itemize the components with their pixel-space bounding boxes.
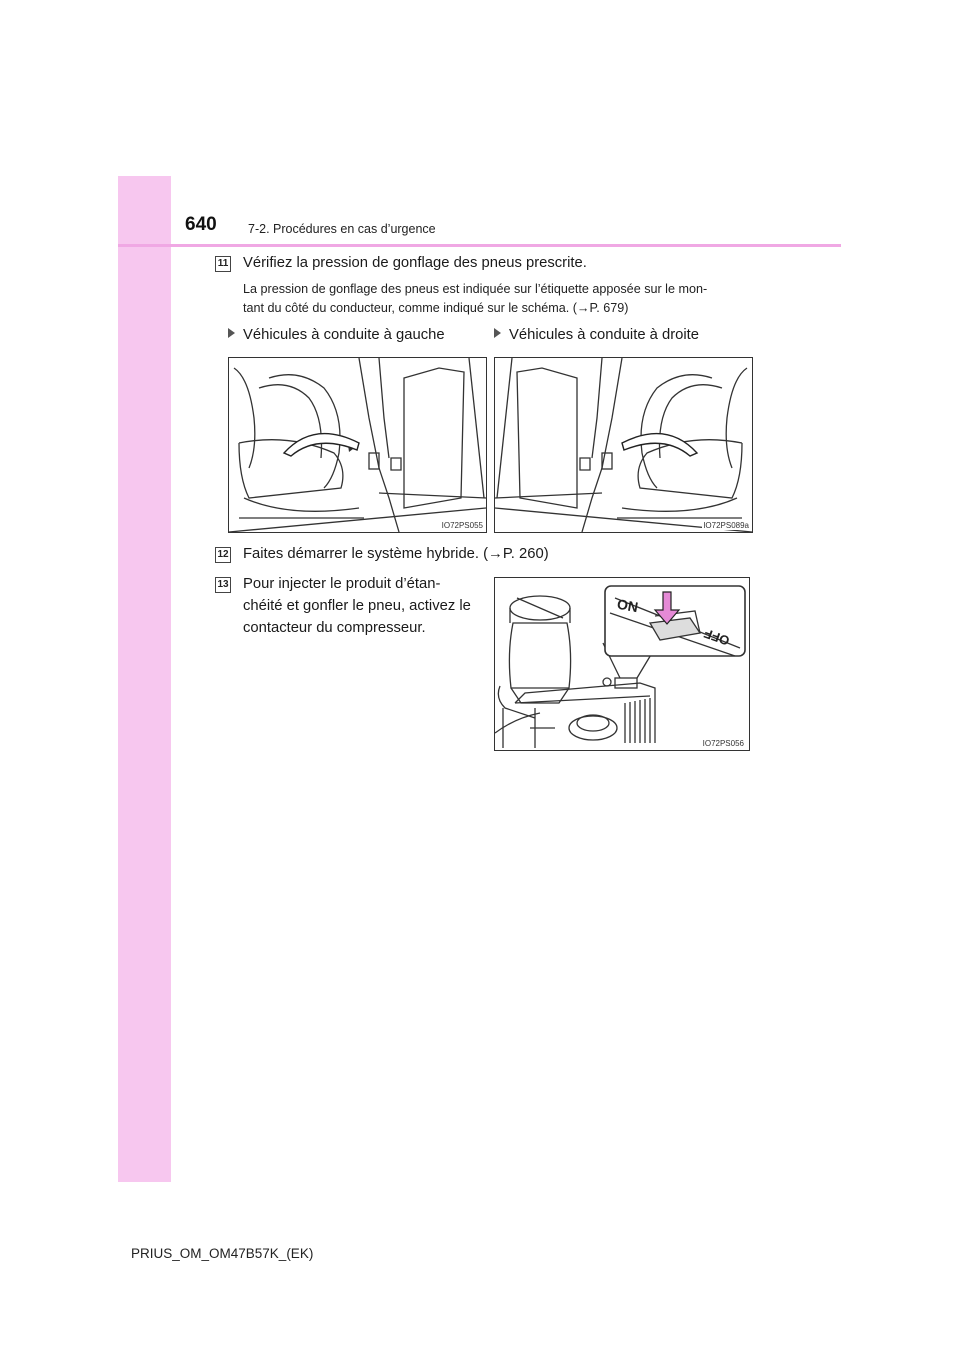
step-number-badge: 13 bbox=[215, 577, 231, 593]
step-title: Faites démarrer le système hybride. (→P. 260) bbox=[243, 546, 549, 562]
step-number-badge: 11 bbox=[215, 256, 231, 272]
step-number-badge: 12 bbox=[215, 547, 231, 563]
page-number: 640 bbox=[185, 214, 217, 235]
figure-label-left-hand-drive: Véhicules à conduite à gauche bbox=[228, 327, 445, 343]
step-text-line: Pour injecter le produit d’étan- bbox=[243, 576, 441, 592]
door-pillar-illustration-right bbox=[494, 357, 753, 533]
figure-code: IO72PS056 bbox=[702, 739, 744, 748]
figure-label-right-hand-drive: Véhicules à conduite à droite bbox=[494, 327, 699, 343]
step-detail-line: tant du côté du conducteur, comme indiqué sur le schéma. (→P. 679) bbox=[243, 301, 629, 315]
triangle-bullet-icon bbox=[494, 328, 501, 338]
document-footer-code: PRIUS_OM_OM47B57K_(EK) bbox=[131, 1246, 314, 1261]
figure-code: IO72PS055 bbox=[441, 521, 483, 530]
header-rule bbox=[118, 244, 841, 247]
door-pillar-illustration-left bbox=[228, 357, 487, 533]
compressor-switch-illustration bbox=[494, 577, 750, 751]
switch-off-label: OFF bbox=[701, 625, 732, 649]
switch-on-label: ON bbox=[615, 595, 640, 616]
triangle-bullet-icon bbox=[228, 328, 235, 338]
figure-code: IO72PS089a bbox=[703, 521, 749, 530]
step-title: Vérifiez la pression de gonflage des pneus prescrite. bbox=[243, 255, 587, 271]
step-text-line: chéité et gonfler le pneu, activez le bbox=[243, 598, 471, 614]
step-detail-line: La pression de gonflage des pneus est indiquée sur l’étiquette apposée sur le mon- bbox=[243, 282, 708, 296]
side-margin-band bbox=[118, 176, 171, 1182]
step-text-line: contacteur du compresseur. bbox=[243, 620, 426, 636]
section-title: 7-2. Procédures en cas d’urgence bbox=[248, 222, 436, 236]
